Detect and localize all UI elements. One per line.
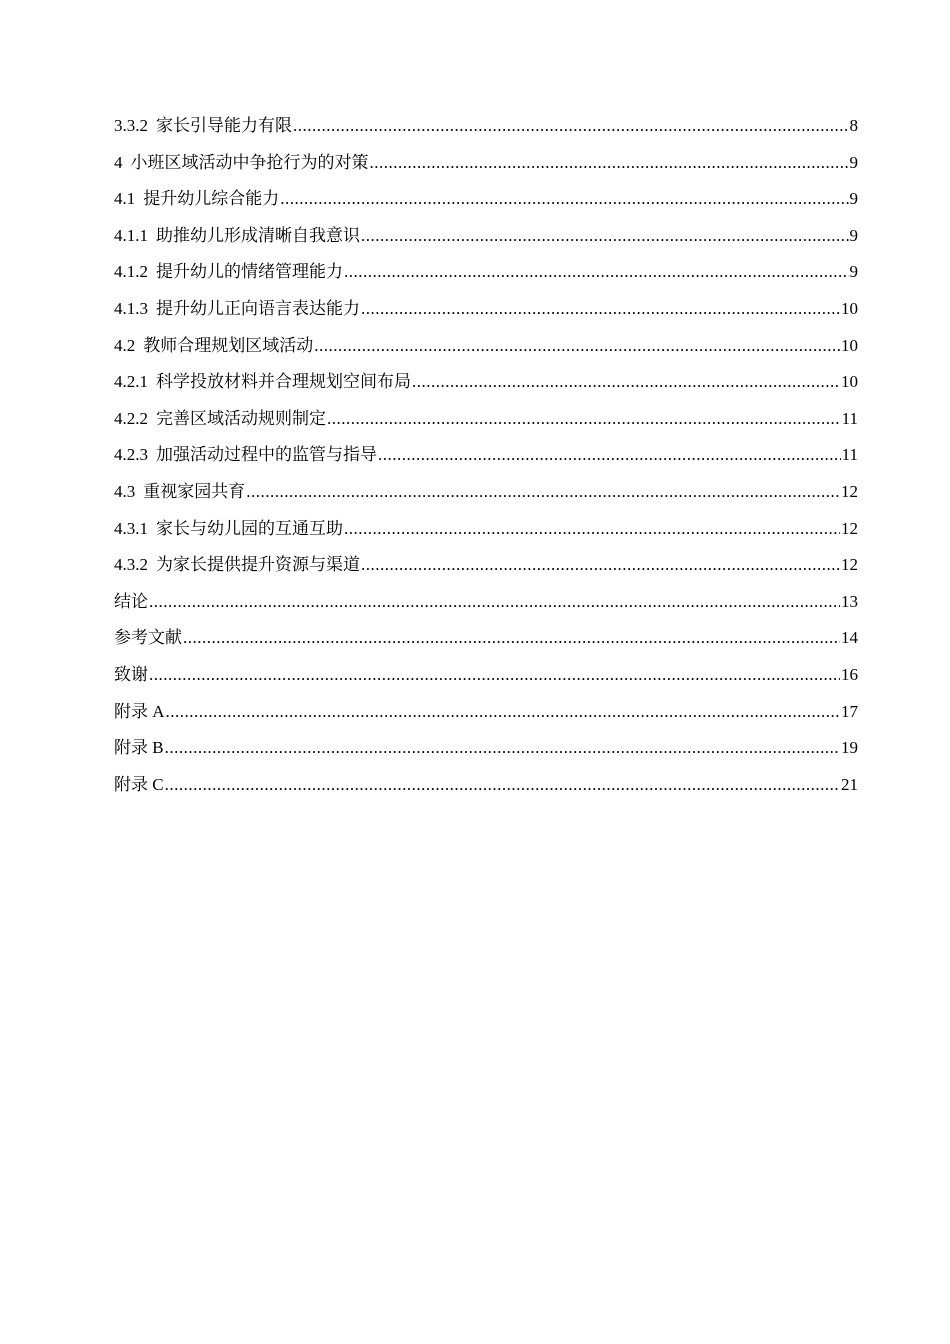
toc-entry-number: 4.1.3 [114, 298, 148, 318]
toc-entry-title: 重视家园共育 [143, 481, 246, 501]
toc-entry-page: 12 [841, 555, 858, 575]
toc-entry-number: 4.1.1 [114, 225, 148, 245]
toc-entry[interactable] [114, 333, 858, 370]
toc-entry[interactable] [114, 552, 858, 589]
toc-entry-title: 助推幼儿形成清晰自我意识 [156, 225, 360, 245]
toc-entry-page: 8 [849, 116, 858, 135]
toc-entry[interactable] [114, 442, 858, 479]
toc-dot-leader [412, 369, 840, 395]
toc-entry-title: 完善区域活动规则制定 [156, 408, 326, 428]
toc-dot-leader [293, 113, 849, 139]
toc-entry-page: 16 [841, 664, 858, 684]
toc-dot-leader [149, 589, 840, 615]
toc-entry[interactable] [114, 150, 858, 187]
toc-entry-page: 11 [841, 445, 858, 465]
toc-entry[interactable] [114, 186, 858, 223]
toc-dot-leader [361, 552, 840, 578]
toc-entry-title: 教师合理规划区域活动 [143, 335, 314, 355]
toc-dot-leader [165, 772, 840, 798]
toc-dot-leader [280, 186, 848, 212]
toc-entry-number: 4.1 [114, 189, 136, 209]
toc-entry-number: 4.2 [114, 335, 136, 355]
toc-entry-page: 14 [841, 628, 858, 648]
toc-dot-leader [344, 259, 849, 285]
toc-entry-page: 11 [841, 408, 858, 428]
toc-dot-leader [166, 699, 840, 725]
toc-entry-page: 12 [841, 518, 858, 538]
toc-entry-number: 4.3 [114, 481, 136, 501]
toc-entry-page: 9 [849, 189, 858, 209]
toc-dot-leader [344, 516, 840, 542]
toc-entry[interactable] [114, 479, 858, 516]
toc-entry-number: 4.3.1 [114, 518, 148, 538]
toc-entry-page: 13 [841, 591, 858, 611]
toc-entry-number: 4.2.3 [114, 445, 148, 465]
toc-entry-title: 提升幼儿综合能力 [143, 189, 280, 209]
toc-entry-title: 致谢 [114, 664, 148, 684]
toc-entry[interactable] [114, 772, 858, 809]
toc-entry-page: 21 [841, 774, 858, 794]
toc-entry-title: 科学投放材料并合理规划空间布局 [156, 372, 411, 392]
toc-dot-leader [327, 406, 841, 432]
toc-entry-page: 10 [841, 298, 858, 318]
toc-entry[interactable] [114, 735, 858, 772]
toc-entry[interactable] [114, 516, 858, 553]
toc-dot-leader [361, 296, 840, 322]
toc-entry[interactable] [114, 296, 858, 333]
toc-entry-number: 3.3.2 [114, 116, 148, 135]
toc-entry[interactable] [114, 223, 858, 260]
toc-entry-title: 小班区域活动中争抢行为的对策 [130, 152, 369, 172]
toc-entry-title: 附录 B [114, 738, 164, 758]
toc-entry-page: 19 [841, 738, 858, 758]
toc-entry-title: 提升幼儿的情绪管理能力 [156, 262, 343, 282]
toc-entry-title: 为家长提供提升资源与渠道 [156, 555, 360, 575]
toc-entry-number: 4.3.2 [114, 555, 148, 575]
toc-entry-page: 12 [841, 481, 858, 501]
table-of-contents [114, 113, 858, 808]
toc-entry[interactable] [114, 625, 858, 662]
toc-entry-title: 加强活动过程中的监管与指导 [156, 445, 377, 465]
toc-entry[interactable] [114, 259, 858, 296]
toc-entry[interactable] [114, 662, 858, 699]
toc-entry-page: 10 [841, 335, 858, 355]
toc-entry-number: 4.2.2 [114, 408, 148, 428]
toc-entry-title: 提升幼儿正向语言表达能力 [156, 298, 360, 318]
toc-entry-title: 家长引导能力有限 [156, 116, 292, 135]
toc-dot-leader [378, 442, 841, 468]
toc-entry-page: 10 [841, 372, 858, 392]
toc-entry[interactable] [114, 406, 858, 443]
toc-entry[interactable] [114, 369, 858, 406]
toc-entry[interactable] [114, 589, 858, 626]
toc-entry-title: 参考文献 [114, 628, 182, 648]
toc-entry-title: 附录 A [114, 701, 165, 721]
toc-dot-leader [314, 333, 840, 359]
toc-entry[interactable] [114, 699, 858, 736]
toc-dot-leader [370, 150, 849, 176]
toc-dot-leader [149, 662, 840, 688]
toc-entry-number: 4.1.2 [114, 262, 148, 282]
toc-entry-number: 4 [114, 152, 123, 172]
toc-entry-title: 结论 [114, 591, 148, 611]
toc-entry-page: 9 [849, 152, 858, 172]
toc-dot-leader [183, 625, 840, 651]
toc-entry-number: 4.2.1 [114, 372, 148, 392]
toc-entry-page: 17 [841, 701, 858, 721]
toc-entry-title: 家长与幼儿园的互通互助 [156, 518, 343, 538]
toc-entry-title: 附录 C [114, 774, 164, 794]
toc-entry-page: 9 [849, 262, 858, 282]
toc-entry[interactable] [114, 113, 858, 150]
toc-entry-page: 9 [849, 225, 858, 245]
toc-dot-leader [361, 223, 849, 249]
toc-dot-leader [246, 479, 840, 505]
toc-dot-leader [165, 735, 840, 761]
